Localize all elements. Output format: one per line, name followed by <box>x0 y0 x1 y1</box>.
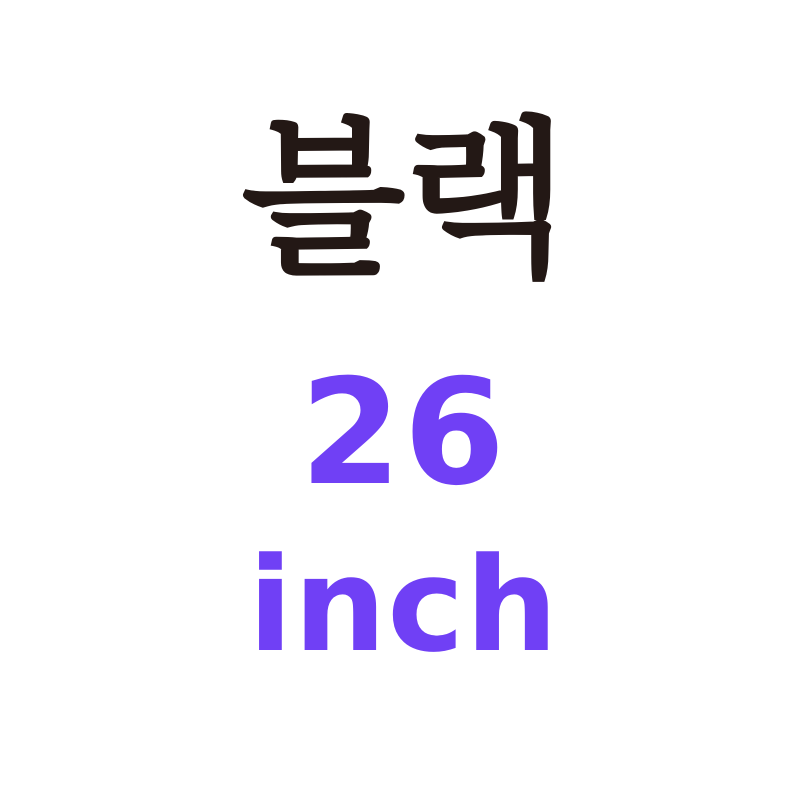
color-name-label: 블랙 <box>241 102 566 300</box>
size-unit-label: inch <box>248 529 559 681</box>
size-value-label: 26 <box>299 348 508 518</box>
